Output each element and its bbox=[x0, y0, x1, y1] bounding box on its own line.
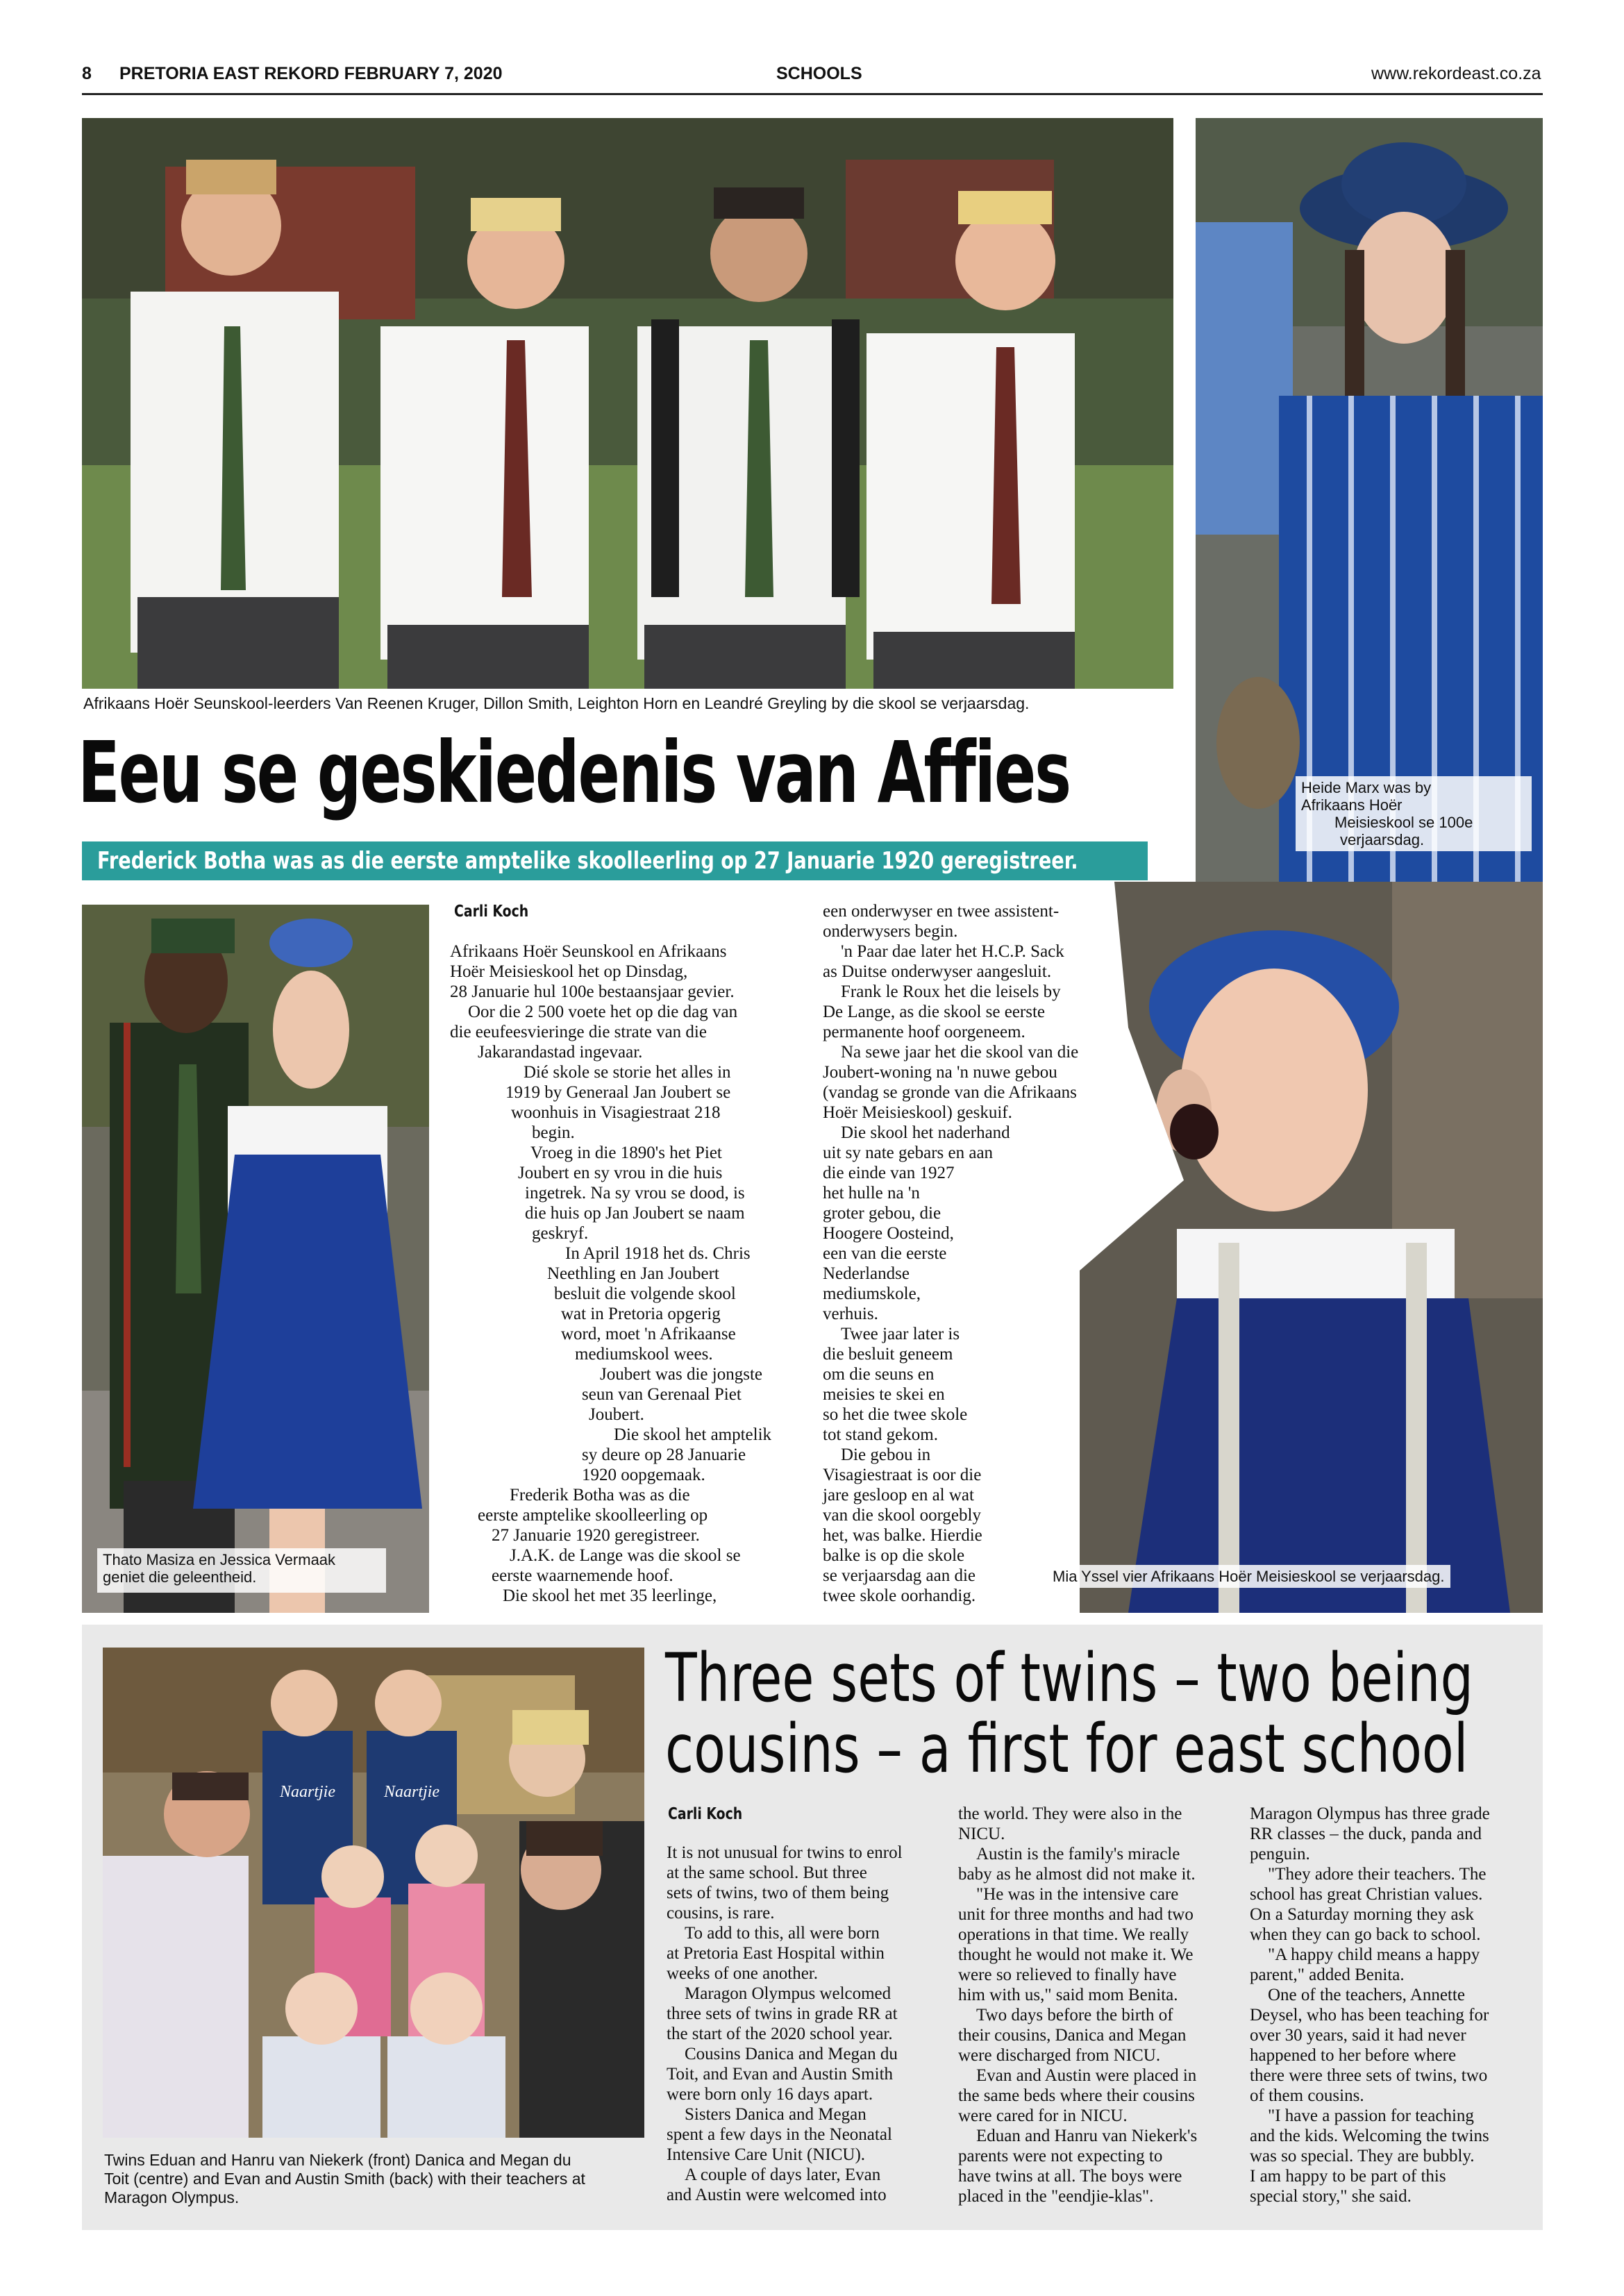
twins-column-1 bbox=[667, 1843, 944, 2205]
text-line: 1919 by Generaal Jan Joubert se bbox=[505, 1083, 731, 1102]
photo-heide bbox=[1196, 118, 1543, 882]
text-line: meisies te skei en bbox=[823, 1385, 945, 1404]
text-line: placed in the "eendjie-klas". bbox=[958, 2187, 1154, 2206]
headline-affies: Eeu se geskiedenis van Affies bbox=[78, 723, 1070, 822]
text-line: groter gebou, die bbox=[823, 1204, 941, 1223]
text-line: 'n Paar dae later het H.C.P. Sack bbox=[841, 942, 1064, 961]
headline-twins-line1: Three sets of twins – two being bbox=[665, 1639, 1474, 1717]
text-line: Frederik Botha was as die bbox=[510, 1486, 690, 1505]
text-line: Austin is the family's miracle bbox=[976, 1845, 1180, 1863]
text-line: mediumskole, bbox=[823, 1284, 921, 1303]
text-line: Frank le Roux het die leisels by bbox=[841, 982, 1061, 1001]
text-line: have twins at all. The boys were bbox=[958, 2167, 1182, 2186]
text-line: Na sewe jaar het die skool van die bbox=[841, 1043, 1079, 1062]
text-line: besluit die volgende skool bbox=[554, 1284, 736, 1303]
text-line: jare gesloop en al wat bbox=[823, 1486, 974, 1505]
subheadline: Frederick Botha was as die eerste amptelike skoolleerling op 27 Januarie 1920 geregistreer. bbox=[97, 847, 1078, 875]
text-line: baby as he almost did not make it. bbox=[958, 1865, 1196, 1884]
text-line: balke is op die skole bbox=[823, 1546, 965, 1565]
text-line: so het die twee skole bbox=[823, 1405, 968, 1424]
text-line: him with us," said mom Benita. bbox=[958, 1986, 1178, 2004]
text-line: happened to her before where bbox=[1250, 2046, 1457, 2065]
text-line: wat in Pretoria opgerig bbox=[561, 1305, 721, 1323]
text-line: was so special. They are bubbly. bbox=[1250, 2147, 1475, 2165]
text-line: "A happy child means a happy bbox=[1268, 1945, 1480, 1964]
text-line: Vroeg in die 1890's het Piet bbox=[530, 1143, 722, 1162]
text-line: (vandag se gronde van die Afrikaans bbox=[823, 1083, 1077, 1102]
twins-column-3 bbox=[1250, 1804, 1534, 2206]
text-line: Die skool het naderhand bbox=[841, 1123, 1010, 1142]
text-line: twee skole oorhandig. bbox=[823, 1586, 976, 1605]
text-line: Jakarandastad ingevaar. bbox=[478, 1043, 643, 1062]
text-line: Nederlandse bbox=[823, 1264, 910, 1283]
text-line: sets of twins, two of them being bbox=[667, 1884, 889, 1902]
text-line: Deysel, who has been teaching for bbox=[1250, 2006, 1489, 2025]
text-line: Die skool het met 35 leerlinge, bbox=[503, 1586, 717, 1605]
text-line: were so relieved to finally have bbox=[958, 1966, 1177, 1984]
text-line: begin. bbox=[532, 1123, 575, 1142]
photo-pair bbox=[82, 905, 429, 1613]
text-line: het, was balke. Hierdie bbox=[823, 1526, 982, 1545]
text-line: permanente hoof oorgeneem. bbox=[823, 1023, 1026, 1041]
text-line: Maragon Olympus has three grade bbox=[1250, 1804, 1490, 1823]
text-line: verhuis. bbox=[823, 1305, 878, 1323]
text-line: In April 1918 het ds. Chris bbox=[565, 1244, 751, 1263]
text-line: parent," added Benita. bbox=[1250, 1966, 1405, 1984]
text-line: One of the teachers, Annette bbox=[1268, 1986, 1465, 2004]
text-line: and Austin were welcomed into bbox=[667, 2186, 887, 2204]
text-line: seun van Gerenaal Piet bbox=[582, 1385, 742, 1404]
caption-line: Afrikaans Hoër bbox=[1301, 796, 1403, 814]
header-rule bbox=[82, 93, 1543, 95]
shirt-text: Naartjie bbox=[384, 1783, 440, 1801]
text-line: "He was in the intensive care bbox=[976, 1885, 1179, 1904]
photo-twins-caption bbox=[104, 2151, 653, 2207]
text-line: De Lange, as die skool se eerste bbox=[823, 1003, 1046, 1021]
text-line: eerste waarnemende hoof. bbox=[492, 1566, 673, 1585]
text-line: 28 Januarie hul 100e bestaansjaar gevier. bbox=[450, 982, 735, 1001]
text-line: ingetrek. Na sy vrou se dood, is bbox=[525, 1184, 745, 1203]
text-line: sy deure op 28 Januarie bbox=[582, 1446, 746, 1464]
text-line: were born only 16 days apart. bbox=[667, 2085, 873, 2104]
text-line: die eeufeesvieringe die strate van die bbox=[450, 1023, 707, 1041]
caption-line: geniet die geleentheid. bbox=[103, 1568, 257, 1586]
text-line: Two days before the birth of bbox=[976, 2006, 1173, 2025]
text-line: Die gebou in bbox=[841, 1446, 931, 1464]
caption-line: Thato Masiza en Jessica Vermaak bbox=[103, 1551, 336, 1568]
text-line: parents were not expecting to bbox=[958, 2147, 1163, 2165]
text-line: penguin. bbox=[1250, 1845, 1310, 1863]
text-line: Joubert was die jongste bbox=[600, 1365, 762, 1384]
text-line: Dié skole se storie het alles in bbox=[524, 1063, 731, 1082]
byline-twins: Carli Koch bbox=[668, 1805, 743, 1823]
text-line: die einde van 1927 bbox=[823, 1164, 955, 1182]
text-line: the start of the 2020 school year. bbox=[667, 2025, 893, 2043]
text-line: were cared for in NICU. bbox=[958, 2106, 1128, 2125]
text-line: operations in that time. We really bbox=[958, 1925, 1189, 1944]
photo-boys bbox=[82, 118, 1173, 689]
text-line: Hoër Meisieskool het op Dinsdag, bbox=[450, 962, 688, 981]
text-line: Oor die 2 500 voete het op die dag van bbox=[468, 1003, 738, 1021]
text-line: "I have a passion for teaching bbox=[1268, 2106, 1474, 2125]
text-line: I am happy to be part of this bbox=[1250, 2167, 1446, 2186]
caption-line: Maragon Olympus. bbox=[104, 2188, 240, 2206]
text-line: the world. They were also in the bbox=[958, 1804, 1182, 1823]
photo-mia bbox=[1080, 882, 1543, 1613]
photo-mia-caption: Mia Yssel vier Afrikaans Hoër Meisieskool se verjaarsdag. bbox=[1047, 1565, 1450, 1588]
text-line: tot stand gekom. bbox=[823, 1425, 938, 1444]
caption-line: Meisieskool se 100e bbox=[1334, 814, 1473, 831]
text-line: school has great Christian values. bbox=[1250, 1885, 1483, 1904]
text-line: Neethling en Jan Joubert bbox=[547, 1264, 719, 1283]
text-line: Hoogere Oosteind, bbox=[823, 1224, 954, 1243]
shirt-text: Naartjie bbox=[280, 1783, 336, 1801]
text-line: over 30 years, said it had never bbox=[1250, 2026, 1466, 2045]
caption-line: Heide Marx was by bbox=[1301, 779, 1432, 796]
text-line: Die skool het amptelik bbox=[614, 1425, 772, 1444]
text-line: eerste amptelike skoolleerling op bbox=[478, 1506, 708, 1525]
publication-line: PRETORIA EAST REKORD FEBRUARY 7, 2020 bbox=[119, 64, 503, 83]
byline-affies: Carli Koch bbox=[454, 903, 529, 921]
twins-column-2 bbox=[958, 1804, 1236, 2206]
page-number: 8 bbox=[82, 64, 92, 83]
text-line: Joubert-woning na 'n nuwe gebou bbox=[823, 1063, 1057, 1082]
text-line: 27 Januarie 1920 geregistreer. bbox=[492, 1526, 700, 1545]
text-line: Intensive Care Unit (NICU). bbox=[667, 2145, 866, 2164]
text-line: Visagiestraat is oor die bbox=[823, 1466, 982, 1484]
text-line: "They adore their teachers. The bbox=[1268, 1865, 1487, 1884]
text-line: die huis op Jan Joubert se naam bbox=[525, 1204, 745, 1223]
section-label: SCHOOLS bbox=[776, 64, 862, 83]
text-line: as Duitse onderwyser aangesluit. bbox=[823, 962, 1052, 981]
text-line: the same beds where their cousins bbox=[958, 2086, 1195, 2105]
text-line: To add to this, all were born bbox=[685, 1924, 880, 1943]
website[interactable]: www.rekordeast.co.za bbox=[1371, 64, 1541, 83]
photo-boys-caption: Afrikaans Hoër Seunskool-leerders Van Reenen Kruger, Dillon Smith, Leighton Horn en Leandré Greyling by die skool se verjaarsdag. bbox=[83, 694, 1030, 712]
text-line: van die skool oorgebly bbox=[823, 1506, 981, 1525]
text-line: word, moet 'n Afrikaanse bbox=[561, 1325, 736, 1343]
text-line: onderwysers begin. bbox=[823, 922, 958, 941]
text-line: A couple of days later, Evan bbox=[685, 2165, 881, 2184]
text-line: were discharged from NICU. bbox=[958, 2046, 1161, 2065]
text-line: RR classes – the duck, panda and bbox=[1250, 1825, 1482, 1843]
text-line: Toit, and Evan and Austin Smith bbox=[667, 2065, 894, 2084]
article-column-1 bbox=[450, 941, 797, 1606]
text-line: of them cousins. bbox=[1250, 2086, 1364, 2105]
text-line: NICU. bbox=[958, 1825, 1005, 1843]
text-line: Afrikaans Hoër Seunskool en Afrikaans bbox=[450, 942, 727, 961]
photo-twins bbox=[103, 1648, 644, 2138]
text-line: their cousins, Danica and Megan bbox=[958, 2026, 1187, 2045]
text-line: uit sy nate gebars en aan bbox=[823, 1143, 994, 1162]
text-line: mediumskool wees. bbox=[575, 1345, 713, 1364]
text-line: On a Saturday morning they ask bbox=[1250, 1905, 1474, 1924]
text-line: weeks of one another. bbox=[667, 1964, 818, 1983]
text-line: there were three sets of twins, two bbox=[1250, 2066, 1488, 2085]
caption-line: Toit (centre) and Evan and Austin Smith (back) with their teachers at bbox=[104, 2170, 585, 2188]
text-line: woonhuis in Visagiestraat 218 bbox=[511, 1103, 721, 1122]
text-line: een van die eerste bbox=[823, 1244, 947, 1263]
text-line: een onderwyser en twee assistent- bbox=[823, 902, 1060, 921]
caption-line: verjaarsdag. bbox=[1340, 831, 1425, 848]
text-line: Eduan and Hanru van Niekerk's bbox=[976, 2127, 1198, 2145]
text-line: 1920 oopgemaak. bbox=[582, 1466, 705, 1484]
text-line: geskryf. bbox=[532, 1224, 589, 1243]
text-line: Joubert en sy vrou in die huis bbox=[518, 1164, 723, 1182]
text-line: cousins, is rare. bbox=[667, 1904, 775, 1922]
text-line: three sets of twins in grade RR at bbox=[667, 2004, 898, 2023]
headline-twins-line2: cousins – a first for east school bbox=[665, 1710, 1468, 1788]
text-line: om die seuns en bbox=[823, 1365, 935, 1384]
text-line: Evan and Austin were placed in bbox=[976, 2066, 1197, 2085]
photo-heide-caption bbox=[1296, 776, 1532, 851]
caption-line: Twins Eduan and Hanru van Niekerk (front) Danica and Megan du bbox=[104, 2151, 571, 2169]
text-line: spent a few days in the Neonatal bbox=[667, 2125, 892, 2144]
text-line: at the same school. But three bbox=[667, 1863, 867, 1882]
text-line: se verjaarsdag aan die bbox=[823, 1566, 976, 1585]
article-column-2 bbox=[823, 901, 1121, 1606]
text-line: Joubert. bbox=[589, 1405, 644, 1424]
text-line: and the kids. Welcoming the twins bbox=[1250, 2127, 1489, 2145]
text-line: J.A.K. de Lange was die skool se bbox=[510, 1546, 741, 1565]
text-line: at Pretoria East Hospital within bbox=[667, 1944, 885, 1963]
text-line: It is not unusual for twins to enrol bbox=[667, 1843, 903, 1862]
text-line: Twee jaar later is bbox=[841, 1325, 960, 1343]
text-line: die besluit geneem bbox=[823, 1345, 953, 1364]
photo-pair-caption bbox=[97, 1548, 386, 1593]
text-line: thought he would not make it. We bbox=[958, 1945, 1194, 1964]
text-line: Maragon Olympus welcomed bbox=[685, 1984, 891, 2003]
text-line: Hoër Meisieskool) geskuif. bbox=[823, 1103, 1012, 1122]
text-line: unit for three months and had two bbox=[958, 1905, 1194, 1924]
text-line: special story," she said. bbox=[1250, 2187, 1412, 2206]
text-line: Cousins Danica and Megan du bbox=[685, 2045, 898, 2063]
text-line: het hulle na 'n bbox=[823, 1184, 920, 1203]
text-line: when they can go back to school. bbox=[1250, 1925, 1481, 1944]
text-line: Sisters Danica and Megan bbox=[685, 2105, 867, 2124]
